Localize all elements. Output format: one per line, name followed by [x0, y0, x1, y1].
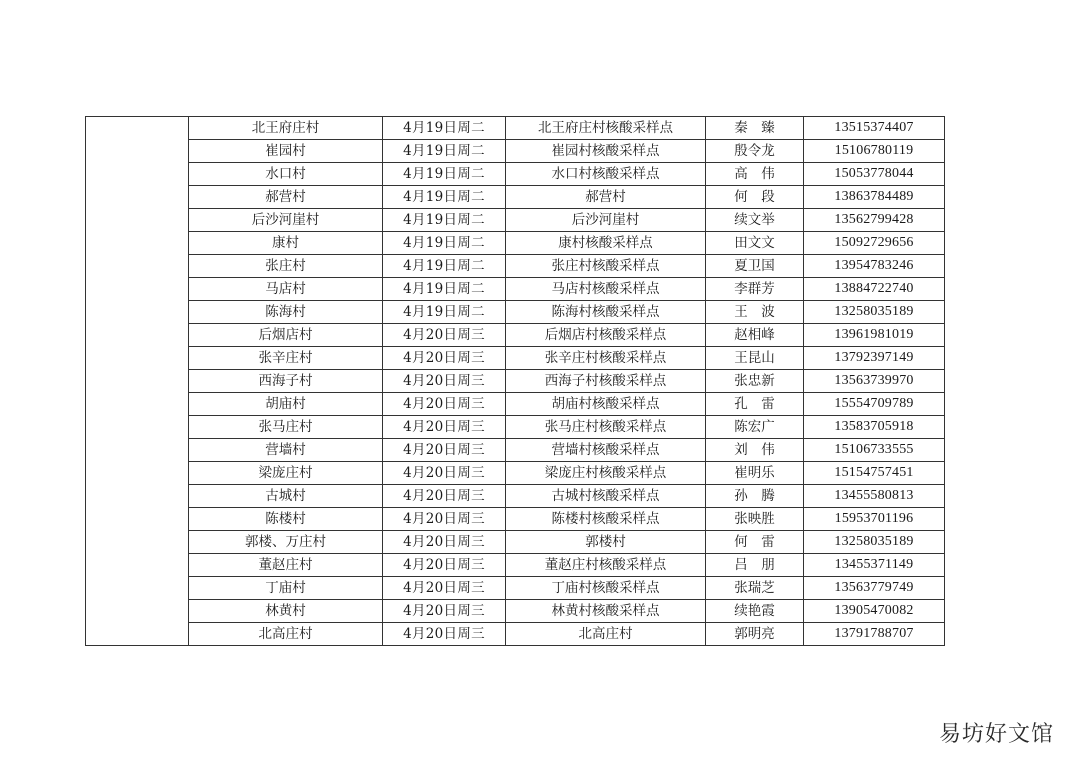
table-row [86, 462, 945, 485]
phone-cell: 15053778044 [804, 163, 945, 186]
phone-cell: 13792397149 [804, 347, 945, 370]
phone-cell: 15092729656 [804, 232, 945, 255]
table-row [86, 508, 945, 531]
date-cell: 4月19日周二 [383, 163, 506, 186]
table-row [86, 347, 945, 370]
phone-cell: 15953701196 [804, 508, 945, 531]
sampling-site-cell: 陈楼村核酸采样点 [506, 508, 706, 531]
contact-person-cell: 高 伟 [706, 163, 804, 186]
sampling-site-cell: 康村核酸采样点 [506, 232, 706, 255]
date-cell: 4月20日周三 [383, 462, 506, 485]
sampling-site-cell: 西海子村核酸采样点 [506, 370, 706, 393]
date-cell: 4月20日周三 [383, 623, 506, 646]
sampling-site-cell: 水口村核酸采样点 [506, 163, 706, 186]
table-row [86, 163, 945, 186]
contact-person-cell: 刘 伟 [706, 439, 804, 462]
sampling-site-cell: 营墙村核酸采样点 [506, 439, 706, 462]
sampling-site-cell: 丁庙村核酸采样点 [506, 577, 706, 600]
date-cell: 4月20日周三 [383, 370, 506, 393]
sampling-site-cell: 马店村核酸采样点 [506, 278, 706, 301]
date-cell: 4月20日周三 [383, 439, 506, 462]
village-cell: 西海子村 [189, 370, 383, 393]
table-row [86, 209, 945, 232]
village-cell: 康村 [189, 232, 383, 255]
village-cell: 郝营村 [189, 186, 383, 209]
table-row [86, 416, 945, 439]
table-row [86, 232, 945, 255]
sampling-site-cell: 后沙河崖村 [506, 209, 706, 232]
phone-cell: 13515374407 [804, 117, 945, 140]
contact-person-cell: 李群芳 [706, 278, 804, 301]
contact-person-cell: 王昆山 [706, 347, 804, 370]
sampling-site-cell: 郝营村 [506, 186, 706, 209]
village-cell: 陈楼村 [189, 508, 383, 531]
table-row [86, 577, 945, 600]
contact-person-cell: 郭明亮 [706, 623, 804, 646]
sampling-site-cell: 后烟店村核酸采样点 [506, 324, 706, 347]
contact-person-cell: 夏卫国 [706, 255, 804, 278]
table-row [86, 255, 945, 278]
date-cell: 4月19日周二 [383, 301, 506, 324]
phone-cell: 13258035189 [804, 301, 945, 324]
village-cell: 林黄村 [189, 600, 383, 623]
table-row [86, 324, 945, 347]
contact-person-cell: 王 波 [706, 301, 804, 324]
sampling-schedule-table [85, 116, 945, 646]
date-cell: 4月19日周二 [383, 140, 506, 163]
sampling-site-cell: 崔园村核酸采样点 [506, 140, 706, 163]
table-row [86, 554, 945, 577]
village-cell: 胡庙村 [189, 393, 383, 416]
date-cell: 4月20日周三 [383, 324, 506, 347]
table-row [86, 393, 945, 416]
village-cell: 北王府庄村 [189, 117, 383, 140]
village-cell: 后烟店村 [189, 324, 383, 347]
phone-cell: 13258035189 [804, 531, 945, 554]
table-row [86, 485, 945, 508]
contact-person-cell: 张忠新 [706, 370, 804, 393]
sampling-site-cell: 董赵庄村核酸采样点 [506, 554, 706, 577]
contact-person-cell: 续艳霞 [706, 600, 804, 623]
date-cell: 4月19日周二 [383, 255, 506, 278]
watermark-logo: 易坊好文馆 [938, 722, 1054, 747]
phone-cell: 13583705918 [804, 416, 945, 439]
phone-cell: 15106733555 [804, 439, 945, 462]
village-cell: 张辛庄村 [189, 347, 383, 370]
schedule-table-container [85, 116, 944, 646]
date-cell: 4月20日周三 [383, 577, 506, 600]
phone-cell: 13563739970 [804, 370, 945, 393]
sampling-site-cell: 北高庄村 [506, 623, 706, 646]
contact-person-cell: 续文举 [706, 209, 804, 232]
village-cell: 古城村 [189, 485, 383, 508]
group-cell [86, 117, 189, 646]
contact-person-cell: 孔 雷 [706, 393, 804, 416]
table-body [86, 117, 945, 646]
village-cell: 后沙河崖村 [189, 209, 383, 232]
phone-cell: 13884722740 [804, 278, 945, 301]
date-cell: 4月20日周三 [383, 347, 506, 370]
date-cell: 4月20日周三 [383, 531, 506, 554]
phone-cell: 13562799428 [804, 209, 945, 232]
contact-person-cell: 赵相峰 [706, 324, 804, 347]
date-cell: 4月20日周三 [383, 508, 506, 531]
phone-cell: 15106780119 [804, 140, 945, 163]
sampling-site-cell: 陈海村核酸采样点 [506, 301, 706, 324]
village-cell: 崔园村 [189, 140, 383, 163]
table-row [86, 278, 945, 301]
phone-cell: 13961981019 [804, 324, 945, 347]
village-cell: 陈海村 [189, 301, 383, 324]
table-row [86, 301, 945, 324]
date-cell: 4月19日周二 [383, 117, 506, 140]
date-cell: 4月19日周二 [383, 186, 506, 209]
contact-person-cell: 张映胜 [706, 508, 804, 531]
village-cell: 丁庙村 [189, 577, 383, 600]
phone-cell: 15554709789 [804, 393, 945, 416]
sampling-site-cell: 北王府庄村核酸采样点 [506, 117, 706, 140]
phone-cell: 13455580813 [804, 485, 945, 508]
table-row [86, 117, 945, 140]
sampling-site-cell: 张庄村核酸采样点 [506, 255, 706, 278]
phone-cell: 15154757451 [804, 462, 945, 485]
village-cell: 北高庄村 [189, 623, 383, 646]
contact-person-cell: 田文文 [706, 232, 804, 255]
table-row [86, 531, 945, 554]
phone-cell: 13954783246 [804, 255, 945, 278]
contact-person-cell: 张瑞芝 [706, 577, 804, 600]
village-cell: 张庄村 [189, 255, 383, 278]
village-cell: 张马庄村 [189, 416, 383, 439]
village-cell: 董赵庄村 [189, 554, 383, 577]
phone-cell: 13791788707 [804, 623, 945, 646]
table-row [86, 600, 945, 623]
village-cell: 郭楼、万庄村 [189, 531, 383, 554]
sampling-site-cell: 梁庞庄村核酸采样点 [506, 462, 706, 485]
table-row [86, 140, 945, 163]
sampling-site-cell: 林黄村核酸采样点 [506, 600, 706, 623]
contact-person-cell: 陈宏广 [706, 416, 804, 439]
date-cell: 4月19日周二 [383, 278, 506, 301]
sampling-site-cell: 张辛庄村核酸采样点 [506, 347, 706, 370]
table-row [86, 439, 945, 462]
date-cell: 4月20日周三 [383, 485, 506, 508]
village-cell: 营墙村 [189, 439, 383, 462]
contact-person-cell: 崔明乐 [706, 462, 804, 485]
contact-person-cell: 何 段 [706, 186, 804, 209]
phone-cell: 13905470082 [804, 600, 945, 623]
contact-person-cell: 吕 朋 [706, 554, 804, 577]
phone-cell: 13863784489 [804, 186, 945, 209]
table-row [86, 623, 945, 646]
village-cell: 水口村 [189, 163, 383, 186]
phone-cell: 13455371149 [804, 554, 945, 577]
village-cell: 梁庞庄村 [189, 462, 383, 485]
contact-person-cell: 何 雷 [706, 531, 804, 554]
date-cell: 4月20日周三 [383, 600, 506, 623]
village-cell: 马店村 [189, 278, 383, 301]
sampling-site-cell: 古城村核酸采样点 [506, 485, 706, 508]
sampling-site-cell: 胡庙村核酸采样点 [506, 393, 706, 416]
sampling-site-cell: 张马庄村核酸采样点 [506, 416, 706, 439]
date-cell: 4月20日周三 [383, 416, 506, 439]
phone-cell: 13563779749 [804, 577, 945, 600]
contact-person-cell: 孙 腾 [706, 485, 804, 508]
date-cell: 4月20日周三 [383, 393, 506, 416]
contact-person-cell: 殷令龙 [706, 140, 804, 163]
sampling-site-cell: 郭楼村 [506, 531, 706, 554]
date-cell: 4月19日周二 [383, 209, 506, 232]
table-row [86, 370, 945, 393]
table-row [86, 186, 945, 209]
contact-person-cell: 秦 臻 [706, 117, 804, 140]
date-cell: 4月19日周二 [383, 232, 506, 255]
date-cell: 4月20日周三 [383, 554, 506, 577]
